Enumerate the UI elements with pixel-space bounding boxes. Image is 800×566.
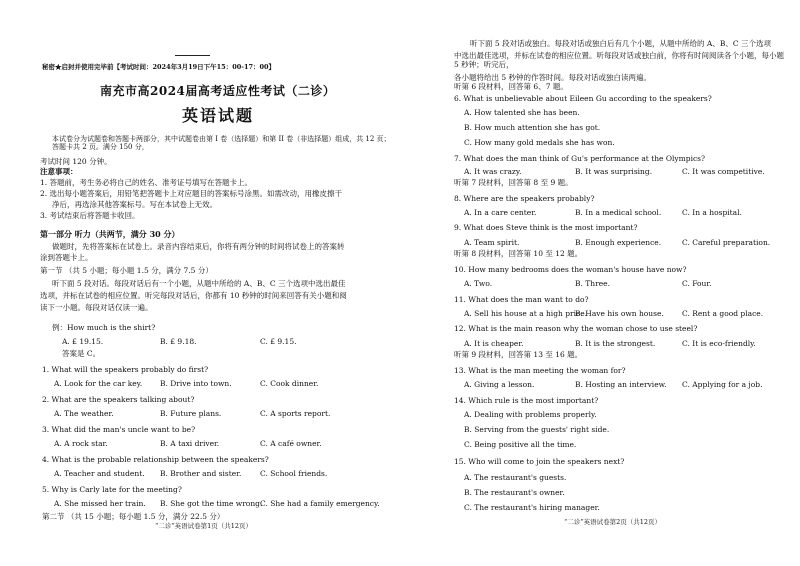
intro-line-1: 本试卷分为试题卷和答题卡两部分，其中试题卷由第 I 卷（选择题）和第 II 卷（非选择题）组成，共 12 页；答题卡共 2 页。满分 150 分， — [52, 135, 391, 152]
passage-8: 听第 8 段材料，回答第 10 至 12 题。 — [454, 249, 583, 258]
q13-option-b: B. Hosting an interview. — [575, 380, 667, 389]
example-answer: 答案是 C。 — [62, 349, 101, 358]
question-14: 14. Which rule is the most important? — [454, 396, 599, 405]
q1-option-a: A. Look for the car key. — [54, 379, 143, 388]
q2-option-b: B. Future plans. — [160, 409, 222, 418]
notes-heading: 注意事项： — [40, 167, 78, 176]
sec1-intro-1: 听下面 5 段对话。每段对话后有一个小题，从题中所给的 A、B、C 三个选项中选出最佳 — [52, 279, 346, 288]
sec1-intro-2: 选项，并标在试卷的相应位置。听完每段对话后，你都有 10 秒钟的时间来回答有关小题和阅 — [40, 291, 347, 300]
passage-9: 听第 9 段材料，回答第 13 至 16 题。 — [454, 350, 583, 359]
q3-option-c: C. A café owner. — [260, 439, 322, 448]
q11-option-c: C. Rent a good place. — [682, 309, 764, 318]
question-15: 15. Who will come to join the speakers next? — [454, 457, 625, 466]
q14-option-b: B. Serving from the guests' right side. — [464, 425, 610, 434]
question-12: 12. What is the main reason why the woman chose to use steel? — [454, 324, 698, 333]
q15-option-b: B. The restaurant's owner. — [464, 488, 565, 497]
part1-intro-1: 做题时，先将答案标在试卷上。录音内容结束后，你将有两分钟的时间将试卷上的答案转 — [52, 242, 345, 251]
q6-option-b: B. How much attention she has got. — [464, 123, 601, 132]
q9-option-c: C. Careful preparation. — [682, 238, 771, 247]
example-option-a: A. £ 19.15. — [62, 337, 104, 346]
right-intro-2: 中选出最佳选项，并标在试卷的相应位置。听每段对话或独白前，你将有时间阅读各个小题，每小题 5 秒钟；听完后， — [454, 51, 784, 69]
question-8: 8. Where are the speakers probably? — [454, 194, 595, 203]
q8-option-b: B. In a medical school. — [575, 208, 662, 217]
q12-option-b: B. It is the strongest. — [575, 339, 656, 348]
q12-option-a: A. It is cheaper. — [464, 339, 524, 348]
right-intro-1: 听下面 5 段对话或独白。每段对话或独白后有几个小题，从题中所给的 A、B、C 三个选项 — [470, 39, 771, 48]
header-note: 秘密★启封并使用完毕前【考试时间：2024年3月19日下午15：00-17：00】 — [42, 63, 276, 71]
question-7: 7. What does the man think of Gu's performance at the Olympics? — [454, 154, 706, 163]
q7-option-b: B. It was surprising. — [575, 167, 653, 176]
question-11: 11. What does the man want to do? — [454, 295, 589, 304]
top-rule — [175, 55, 210, 56]
q4-option-c: C. School friends. — [260, 469, 328, 478]
q4-option-b: B. Brother and sister. — [160, 469, 242, 478]
q13-option-a: A. Giving a lesson. — [464, 380, 535, 389]
q8-option-a: A. In a care center. — [464, 208, 537, 217]
q6-option-c: C. How many gold medals she has won. — [464, 138, 615, 147]
q7-option-a: A. It was crazy. — [464, 167, 522, 176]
sec2-title: 第二节 （共 15 小题；每小题 1.5 分，满分 22.5 分） — [42, 512, 225, 521]
sec1-intro-3: 读下一小题。每段对话仅读一遍。 — [40, 303, 153, 312]
part1-title: 第一部分 听力（共两节，满分 30 分） — [40, 229, 180, 239]
exam-title: 南充市高2024届高考适应性考试（二诊） — [100, 84, 336, 98]
q5-option-b: B. She got the time wrong. — [160, 499, 263, 508]
q10-option-a: A. Two. — [464, 279, 493, 288]
q9-option-a: A. Team spirit. — [464, 238, 520, 247]
question-5: 5. Why is Carly late for the meeting? — [42, 485, 182, 494]
passage-6: 听第 6 段材料，回答第 6、7 题。 — [454, 82, 568, 91]
left-footer: “二诊”英语试卷第1页（共12页） — [155, 522, 253, 530]
left-page — [40, 0, 400, 566]
q9-option-b: B. Enough experience. — [575, 238, 662, 247]
q7-option-c: C. It was competitive. — [682, 167, 765, 176]
right-intro-3: 各小题将给出 5 秒钟的作答时间。每段对话或独白读两遍。 — [454, 73, 652, 82]
q13-option-c: C. Applying for a job. — [682, 380, 763, 389]
q10-option-c: C. Four. — [682, 279, 712, 288]
q1-option-b: B. Drive into town. — [160, 379, 232, 388]
q2-option-c: C. A sports report. — [260, 409, 331, 418]
question-1: 1. What will the speakers probably do first? — [42, 365, 209, 374]
question-4: 4. What is the probable relationship between the speakers? — [42, 455, 269, 464]
right-footer: “二诊”英语试卷第2页（共12页） — [564, 518, 662, 526]
question-6: 6. What is unbelievable about Eileen Gu according to the speakers? — [454, 94, 712, 103]
q5-option-c: C. She had a family emergency. — [260, 499, 380, 508]
q14-option-a: A. Dealing with problems properly. — [464, 410, 597, 419]
example-option-b: B. £ 9.18. — [160, 337, 197, 346]
q15-option-c: C. The restaurant's hiring manager. — [464, 503, 600, 512]
q1-option-c: C. Cook dinner. — [260, 379, 319, 388]
q12-option-c: C. It is eco-friendly. — [682, 339, 756, 348]
sec1-title: 第一节 （共 5 小题；每小题 1.5 分，满分 7.5 分） — [40, 266, 213, 275]
q10-option-b: B. Three. — [575, 279, 610, 288]
part1-intro-2: 涂到答题卡上。 — [40, 253, 93, 262]
question-9: 9. What does Steve think is the most important? — [454, 223, 638, 232]
example-question: 例：How much is the shirt? — [52, 323, 156, 332]
intro-line-2: 考试时间 120 分钟。 — [40, 157, 112, 166]
q3-option-b: B. A taxi driver. — [160, 439, 220, 448]
question-3: 3. What did the man's uncle want to be? — [42, 425, 196, 434]
question-2: 2. What are the speakers talking about? — [42, 395, 195, 404]
passage-7: 听第 7 段材料，回答第 8 至 9 题。 — [454, 178, 573, 187]
q11-option-a: A. Sell his house at a high price. — [464, 309, 588, 318]
q11-option-b: B. Have his own house. — [575, 309, 664, 318]
q4-option-a: A. Teacher and student. — [54, 469, 145, 478]
q8-option-c: C. In a hospital. — [682, 208, 742, 217]
right-page — [452, 0, 782, 566]
q6-option-a: A. How talented she has been. — [464, 108, 580, 117]
q15-option-a: A. The restaurant's guests. — [464, 473, 567, 482]
question-10: 10. How many bedrooms does the woman's house have now? — [454, 265, 687, 274]
note-2b: 净后，再选涂其他答案标号。写在本试卷上无效。 — [52, 200, 217, 209]
note-1: 1. 答题前，考生务必将自己的姓名、准考证号填写在答题卡上。 — [40, 178, 253, 187]
note-3: 3. 考试结束后将答题卡收回。 — [40, 211, 140, 220]
q2-option-a: A. The weather. — [54, 409, 114, 418]
q5-option-a: A. She missed her train. — [54, 499, 146, 508]
note-2: 2. 选出每小题答案后，用铅笔把答题卡上对应题目的答案标号涂黑。如需改动，用橡皮擦干 — [40, 189, 343, 198]
question-13: 13. What is the man meeting the woman for? — [454, 366, 626, 375]
subject-title: 英语试题 — [182, 106, 255, 125]
q14-option-c: C. Being positive all the time. — [464, 440, 577, 449]
q3-option-a: A. A rock star. — [54, 439, 108, 448]
example-option-c: C. £ 9.15. — [260, 337, 297, 346]
